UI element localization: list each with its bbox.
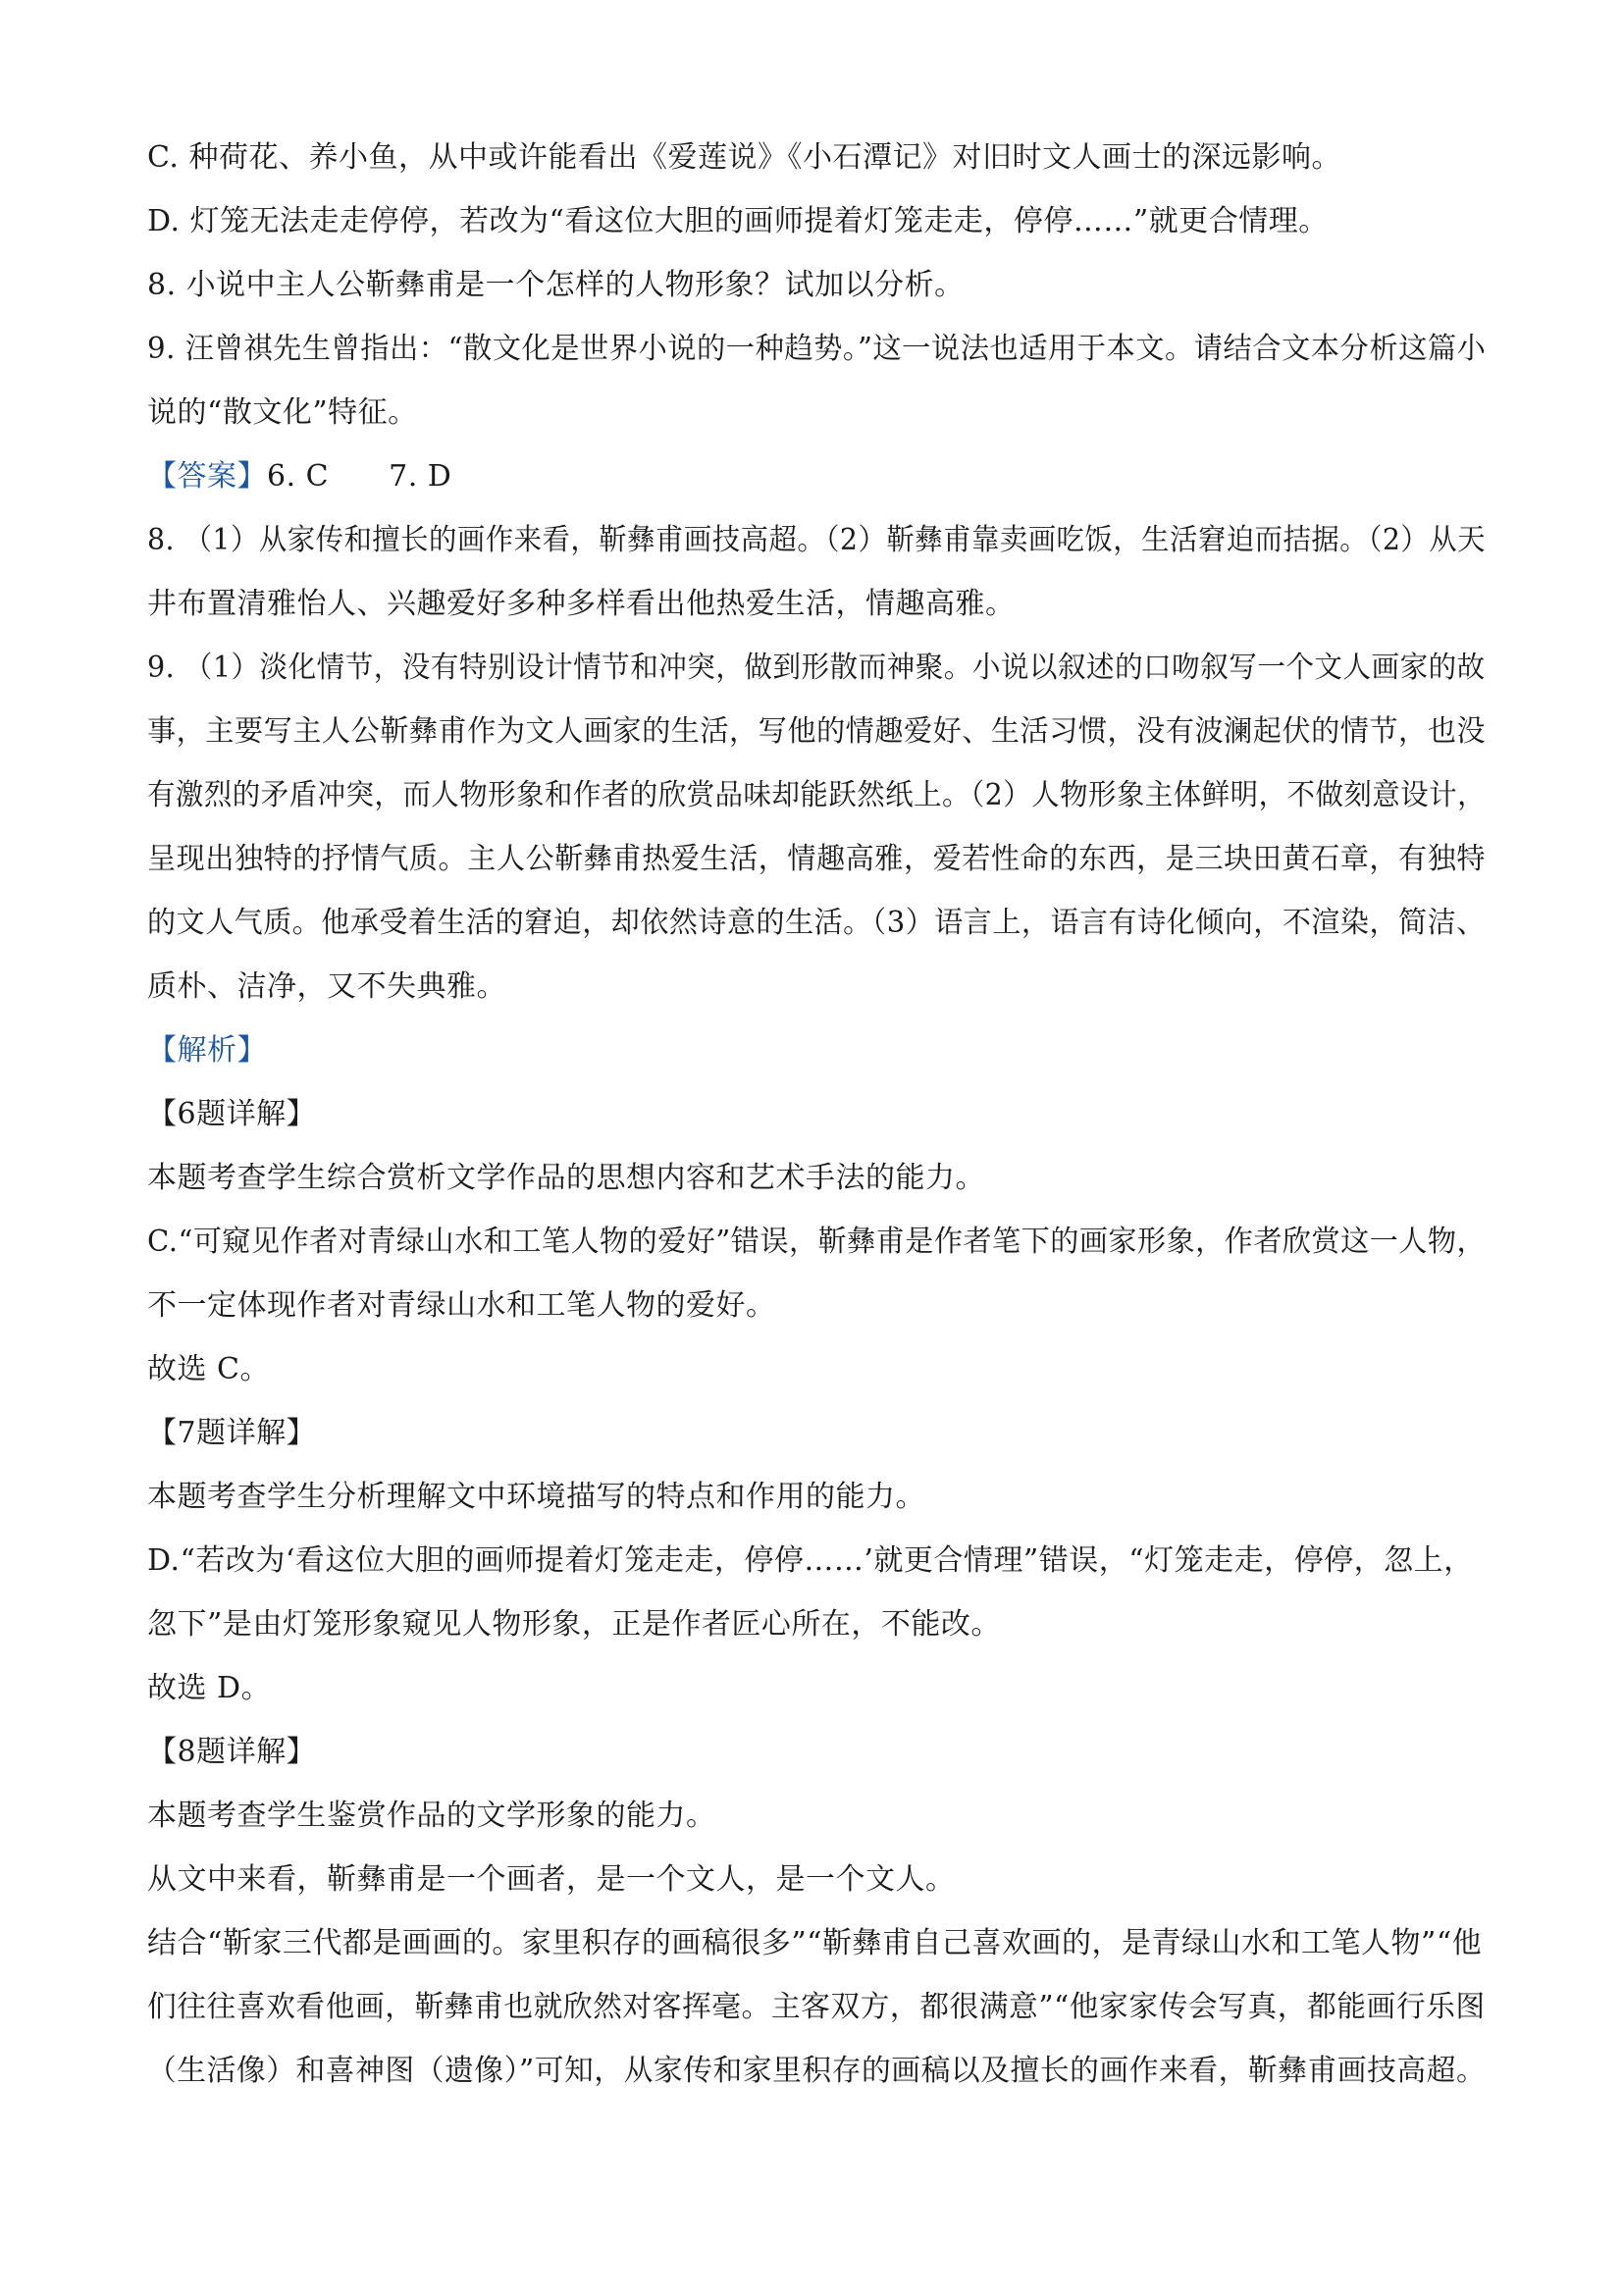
question-8: 8. 小说中主人公靳彝甫是一个怎样的人物形象？试加以分析。 <box>147 268 965 302</box>
detail-6-heading: 【6题详解】 <box>147 1097 317 1131</box>
detail-7-line2: D.“若改为‘看这位大胆的画师提着灯笼走走，停停……’就更合情理”错误，“灯笼走走，停停，忽上， <box>147 1543 1474 1578</box>
answer-values: 6. C 7. D <box>267 459 452 494</box>
detail-7-heading: 【7题详解】 <box>147 1416 317 1450</box>
question-9: 9. 汪曾祺先生曾指出：“散文化是世界小说的一种趋势。”这一说法也适用于本文。请结合文本分析这篇小 <box>147 332 1487 366</box>
detail-6-line3: 不一定体现作者对青绿山水和工笔人物的爱好。 <box>147 1288 776 1323</box>
answer-8-line2: 井布置清雅怡人、兴趣爱好多种多样看出他热爱生活，情趣高雅。 <box>147 587 1016 621</box>
detail-8-line5: （生活像）和喜神图（遗像）”可知，从家传和家里积存的画稿以及擅长的画作来看，靳彝甫画技高超。 <box>147 2054 1487 2088</box>
detail-8-line2: 从文中来看，靳彝甫是一个画者，是一个文人，是一个文人。 <box>147 1862 956 1897</box>
answer-tag: 【答案】 <box>147 459 267 494</box>
detail-8-line4: 们往往喜欢看他画，靳彝甫也就欣然对客挥毫。主客双方，都很满意”“他家家传会写真，都能画行乐图 <box>147 1990 1486 2024</box>
question-9-cont: 说的“散文化”特征。 <box>147 395 418 430</box>
detail-7-choice: 故选 D。 <box>147 1671 272 1705</box>
answer-9-line2: 事，主要写主人公靳彝甫作为文人画家的生活，写他的情趣爱好、生活习惯，没有波澜起伏的情节，也没 <box>147 714 1486 749</box>
answer-9-line4: 呈现出独特的抒情气质。主人公靳彝甫热爱生活，情趣高雅，爱若性命的东西，是三块田黄石章，有独特 <box>147 842 1486 876</box>
option-d: D. 灯笼无法走走停停，若改为“看这位大胆的画师提着灯笼走走，停停……”就更合情理。 <box>147 204 1329 238</box>
answer-9-line5: 的文人气质。他承受着生活的窘迫，却依然诗意的生活。（3）语言上，语言有诗化倾向，不渲染，简洁、 <box>147 906 1486 940</box>
answer-9-line3: 有激烈的矛盾冲突，而人物形象和作者的欣赏品味却能跃然纸上。（2）人物形象主体鲜明，不做刻意设计， <box>147 778 1487 812</box>
detail-7-line3: 忽下”是由灯笼形象窥见人物形象，正是作者匠心所在，不能改。 <box>147 1607 1001 1642</box>
detail-8-line1: 本题考查学生鉴赏作品的文学形象的能力。 <box>147 1799 716 1833</box>
detail-8-heading: 【8题详解】 <box>147 1735 317 1769</box>
detail-6-line1: 本题考查学生综合赏析文学作品的思想内容和艺术手法的能力。 <box>147 1161 985 1195</box>
detail-6-choice: 故选 C。 <box>147 1352 270 1386</box>
answer-8-line1: 8. （1）从家传和擅长的画作来看，靳彝甫画技高超。（2）靳彝甫靠卖画吃饭，生活窘迫而拮据。（2）从天 <box>147 523 1486 557</box>
answer-9-line1: 9. （1）淡化情节，没有特别设计情节和冲突，做到形散而神聚。小说以叙述的口吻叙写一个文人画家的故 <box>147 651 1486 685</box>
analysis-tag: 【解析】 <box>147 1033 267 1068</box>
option-c: C. 种荷花、养小鱼，从中或许能看出《爱莲说》《小石潭记》对旧时文人画士的深远影响。 <box>147 140 1341 175</box>
answer-9-line6: 质朴、洁净，又不失典雅。 <box>147 969 506 1004</box>
detail-7-line1: 本题考查学生分析理解文中环境描写的特点和作用的能力。 <box>147 1480 925 1514</box>
detail-8-line3: 结合“靳家三代都是画画的。家里积存的画稿很多”“靳彝甫自己喜欢画的，是青绿山水和工笔人物”“他 <box>147 1926 1483 1960</box>
detail-6-line2: C.“可窥见作者对青绿山水和工笔人物的爱好”错误，靳彝甫是作者笔下的画家形象，作者欣赏这一人物， <box>147 1225 1487 1259</box>
answer-line <box>147 457 451 496</box>
